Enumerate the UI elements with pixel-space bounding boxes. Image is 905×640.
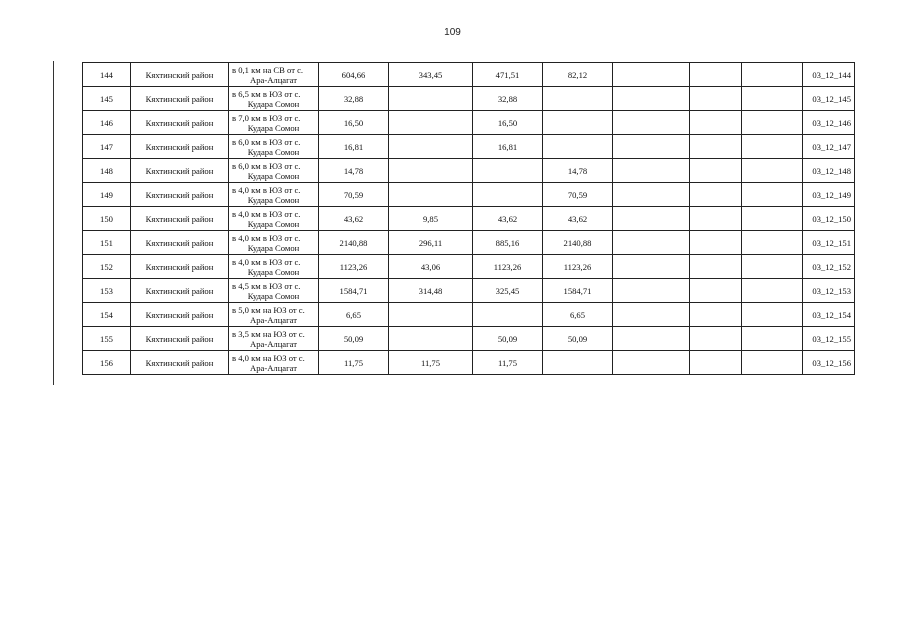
- value-cell-3: [473, 303, 543, 327]
- value-cell-2: 43,06: [389, 255, 473, 279]
- code-cell: 03_12_147: [803, 135, 855, 159]
- district-cell: Кяхтинский район: [131, 255, 229, 279]
- location-line-2: Кудара Сомон: [247, 194, 300, 205]
- location-line-2: Ара-Алцагат: [250, 74, 297, 85]
- value-cell-3: 32,88: [473, 87, 543, 111]
- location-line-1: в 6,0 км в ЮЗ от с.: [232, 136, 301, 147]
- district-cell: Кяхтинский район: [131, 159, 229, 183]
- value-cell-2: [389, 159, 473, 183]
- value-cell-4: 43,62: [543, 207, 613, 231]
- code-cell: 03_12_146: [803, 111, 855, 135]
- location-cell: [229, 351, 319, 375]
- value-cell-4: [543, 135, 613, 159]
- value-cell-4: 2140,88: [543, 231, 613, 255]
- empty-cell-3: [742, 183, 803, 207]
- empty-cell-1: [613, 63, 690, 87]
- table-row: [83, 279, 855, 303]
- location-line-2: Кудара Сомон: [247, 146, 300, 157]
- empty-cell-2: [690, 135, 742, 159]
- location-line-1: в 4,0 км в ЮЗ от с.: [232, 208, 301, 219]
- empty-cell-2: [690, 279, 742, 303]
- empty-cell-2: [690, 159, 742, 183]
- table-row: [83, 303, 855, 327]
- empty-cell-2: [690, 351, 742, 375]
- empty-cell-1: [613, 111, 690, 135]
- location-cell: [229, 255, 319, 279]
- empty-cell-2: [690, 327, 742, 351]
- location-line-2: Ара-Алцагат: [250, 314, 297, 325]
- empty-cell-1: [613, 183, 690, 207]
- value-cell-2: [389, 87, 473, 111]
- code-cell: 03_12_153: [803, 279, 855, 303]
- location-cell: [229, 87, 319, 111]
- location-line-1: в 6,0 км в ЮЗ от с.: [232, 160, 301, 171]
- empty-cell-1: [613, 87, 690, 111]
- location-cell: [229, 303, 319, 327]
- empty-cell-1: [613, 207, 690, 231]
- location-line-1: в 6,5 км в ЮЗ от с.: [232, 88, 301, 99]
- value-cell-4: 70,59: [543, 183, 613, 207]
- empty-cell-3: [742, 63, 803, 87]
- value-cell-1: 11,75: [319, 351, 389, 375]
- table-row: [83, 327, 855, 351]
- value-cell-2: 11,75: [389, 351, 473, 375]
- district-cell: Кяхтинский район: [131, 63, 229, 87]
- value-cell-1: 14,78: [319, 159, 389, 183]
- row-number: 149: [83, 183, 131, 207]
- empty-cell-2: [690, 303, 742, 327]
- value-cell-4: 50,09: [543, 327, 613, 351]
- empty-cell-1: [613, 255, 690, 279]
- empty-cell-1: [613, 159, 690, 183]
- value-cell-4: 1123,26: [543, 255, 613, 279]
- value-cell-3: 43,62: [473, 207, 543, 231]
- table-row: [83, 135, 855, 159]
- location-line-2: Кудара Сомон: [247, 170, 300, 181]
- row-number: 148: [83, 159, 131, 183]
- empty-cell-3: [742, 255, 803, 279]
- empty-cell-3: [742, 159, 803, 183]
- row-number: 155: [83, 327, 131, 351]
- value-cell-3: 16,81: [473, 135, 543, 159]
- value-cell-2: 296,11: [389, 231, 473, 255]
- value-cell-2: [389, 183, 473, 207]
- location-cell: [229, 327, 319, 351]
- row-number: 150: [83, 207, 131, 231]
- location-line-1: в 3,5 км на ЮЗ от с.: [232, 328, 305, 339]
- location-line-2: Кудара Сомон: [247, 218, 300, 229]
- location-line-1: в 0,1 км на СВ от с.: [232, 64, 304, 75]
- value-cell-2: [389, 327, 473, 351]
- value-cell-4: 14,78: [543, 159, 613, 183]
- district-cell: Кяхтинский район: [131, 135, 229, 159]
- empty-cell-2: [690, 255, 742, 279]
- row-number: 147: [83, 135, 131, 159]
- location-line-1: в 4,0 км в ЮЗ от с.: [232, 184, 301, 195]
- location-line-1: в 4,0 км в ЮЗ от с.: [232, 232, 301, 243]
- location-line-1: в 4,0 км в ЮЗ от с.: [232, 256, 301, 267]
- value-cell-4: [543, 351, 613, 375]
- registry-table: [82, 62, 855, 375]
- district-cell: Кяхтинский район: [131, 231, 229, 255]
- empty-cell-1: [613, 303, 690, 327]
- code-cell: 03_12_149: [803, 183, 855, 207]
- location-cell: [229, 63, 319, 87]
- empty-cell-3: [742, 231, 803, 255]
- empty-cell-3: [742, 135, 803, 159]
- location-cell: [229, 159, 319, 183]
- district-cell: Кяхтинский район: [131, 87, 229, 111]
- empty-cell-2: [690, 63, 742, 87]
- value-cell-3: 1123,26: [473, 255, 543, 279]
- value-cell-3: 471,51: [473, 63, 543, 87]
- location-line-2: Кудара Сомон: [247, 290, 300, 301]
- location-line-2: Кудара Сомон: [247, 266, 300, 277]
- empty-cell-2: [690, 231, 742, 255]
- table-row: [83, 255, 855, 279]
- empty-cell-3: [742, 87, 803, 111]
- table-row: [83, 63, 855, 87]
- location-cell: [229, 279, 319, 303]
- table-row: [83, 183, 855, 207]
- table-row: [83, 207, 855, 231]
- value-cell-1: 1584,71: [319, 279, 389, 303]
- value-cell-2: 9,85: [389, 207, 473, 231]
- empty-cell-3: [742, 111, 803, 135]
- location-cell: [229, 135, 319, 159]
- table-body: [83, 63, 855, 375]
- value-cell-3: 16,50: [473, 111, 543, 135]
- value-cell-3: 50,09: [473, 327, 543, 351]
- row-number: 144: [83, 63, 131, 87]
- empty-cell-3: [742, 351, 803, 375]
- empty-cell-1: [613, 327, 690, 351]
- empty-cell-1: [613, 279, 690, 303]
- location-line-1: в 5,0 км на ЮЗ от с.: [232, 304, 305, 315]
- location-line-2: Ара-Алцагат: [250, 362, 297, 373]
- code-cell: 03_12_155: [803, 327, 855, 351]
- table-row: [83, 159, 855, 183]
- location-line-2: Ара-Алцагат: [250, 338, 297, 349]
- empty-cell-3: [742, 303, 803, 327]
- value-cell-2: [389, 303, 473, 327]
- location-line-1: в 7,0 км в ЮЗ от с.: [232, 112, 301, 123]
- value-cell-1: 604,66: [319, 63, 389, 87]
- empty-cell-2: [690, 183, 742, 207]
- row-number: 156: [83, 351, 131, 375]
- location-line-1: в 4,5 км в ЮЗ от с.: [232, 280, 301, 291]
- row-number: 152: [83, 255, 131, 279]
- value-cell-1: 43,62: [319, 207, 389, 231]
- district-cell: Кяхтинский район: [131, 207, 229, 231]
- table-row: [83, 87, 855, 111]
- district-cell: Кяхтинский район: [131, 327, 229, 351]
- value-cell-3: 11,75: [473, 351, 543, 375]
- value-cell-4: 1584,71: [543, 279, 613, 303]
- location-cell: [229, 183, 319, 207]
- row-number: 153: [83, 279, 131, 303]
- table-row: [83, 111, 855, 135]
- district-cell: Кяхтинский район: [131, 183, 229, 207]
- location-cell: [229, 231, 319, 255]
- code-cell: 03_12_151: [803, 231, 855, 255]
- code-cell: 03_12_156: [803, 351, 855, 375]
- value-cell-2: [389, 135, 473, 159]
- value-cell-2: [389, 111, 473, 135]
- row-number: 146: [83, 111, 131, 135]
- district-cell: Кяхтинский район: [131, 303, 229, 327]
- district-cell: Кяхтинский район: [131, 351, 229, 375]
- empty-cell-3: [742, 207, 803, 231]
- code-cell: 03_12_148: [803, 159, 855, 183]
- empty-cell-3: [742, 279, 803, 303]
- empty-cell-1: [613, 351, 690, 375]
- code-cell: 03_12_152: [803, 255, 855, 279]
- row-number: 154: [83, 303, 131, 327]
- location-cell: [229, 111, 319, 135]
- empty-cell-1: [613, 135, 690, 159]
- empty-cell-2: [690, 111, 742, 135]
- value-cell-1: 50,09: [319, 327, 389, 351]
- location-line-2: Кудара Сомон: [247, 242, 300, 253]
- empty-cell-1: [613, 231, 690, 255]
- location-cell: [229, 207, 319, 231]
- table-row: [83, 231, 855, 255]
- value-cell-1: 70,59: [319, 183, 389, 207]
- empty-cell-2: [690, 87, 742, 111]
- code-cell: 03_12_144: [803, 63, 855, 87]
- value-cell-1: 6,65: [319, 303, 389, 327]
- value-cell-1: 16,81: [319, 135, 389, 159]
- location-line-2: Кудара Сомон: [247, 98, 300, 109]
- code-cell: 03_12_154: [803, 303, 855, 327]
- district-cell: Кяхтинский район: [131, 279, 229, 303]
- value-cell-1: 2140,88: [319, 231, 389, 255]
- value-cell-1: 16,50: [319, 111, 389, 135]
- value-cell-1: 1123,26: [319, 255, 389, 279]
- value-cell-3: [473, 159, 543, 183]
- value-cell-4: [543, 87, 613, 111]
- location-line-2: Кудара Сомон: [247, 122, 300, 133]
- code-cell: 03_12_150: [803, 207, 855, 231]
- value-cell-4: 6,65: [543, 303, 613, 327]
- value-cell-1: 32,88: [319, 87, 389, 111]
- value-cell-3: 885,16: [473, 231, 543, 255]
- empty-cell-2: [690, 207, 742, 231]
- district-cell: Кяхтинский район: [131, 111, 229, 135]
- value-cell-3: 325,45: [473, 279, 543, 303]
- table-row: [83, 351, 855, 375]
- value-cell-2: 343,45: [389, 63, 473, 87]
- value-cell-2: 314,48: [389, 279, 473, 303]
- row-number: 145: [83, 87, 131, 111]
- empty-cell-3: [742, 327, 803, 351]
- code-cell: 03_12_145: [803, 87, 855, 111]
- location-line-1: в 4,0 км на ЮЗ от с.: [232, 352, 305, 363]
- page-number: 109: [444, 27, 461, 38]
- value-cell-4: [543, 111, 613, 135]
- row-number: 151: [83, 231, 131, 255]
- value-cell-3: [473, 183, 543, 207]
- value-cell-4: 82,12: [543, 63, 613, 87]
- margin-line: [53, 61, 54, 385]
